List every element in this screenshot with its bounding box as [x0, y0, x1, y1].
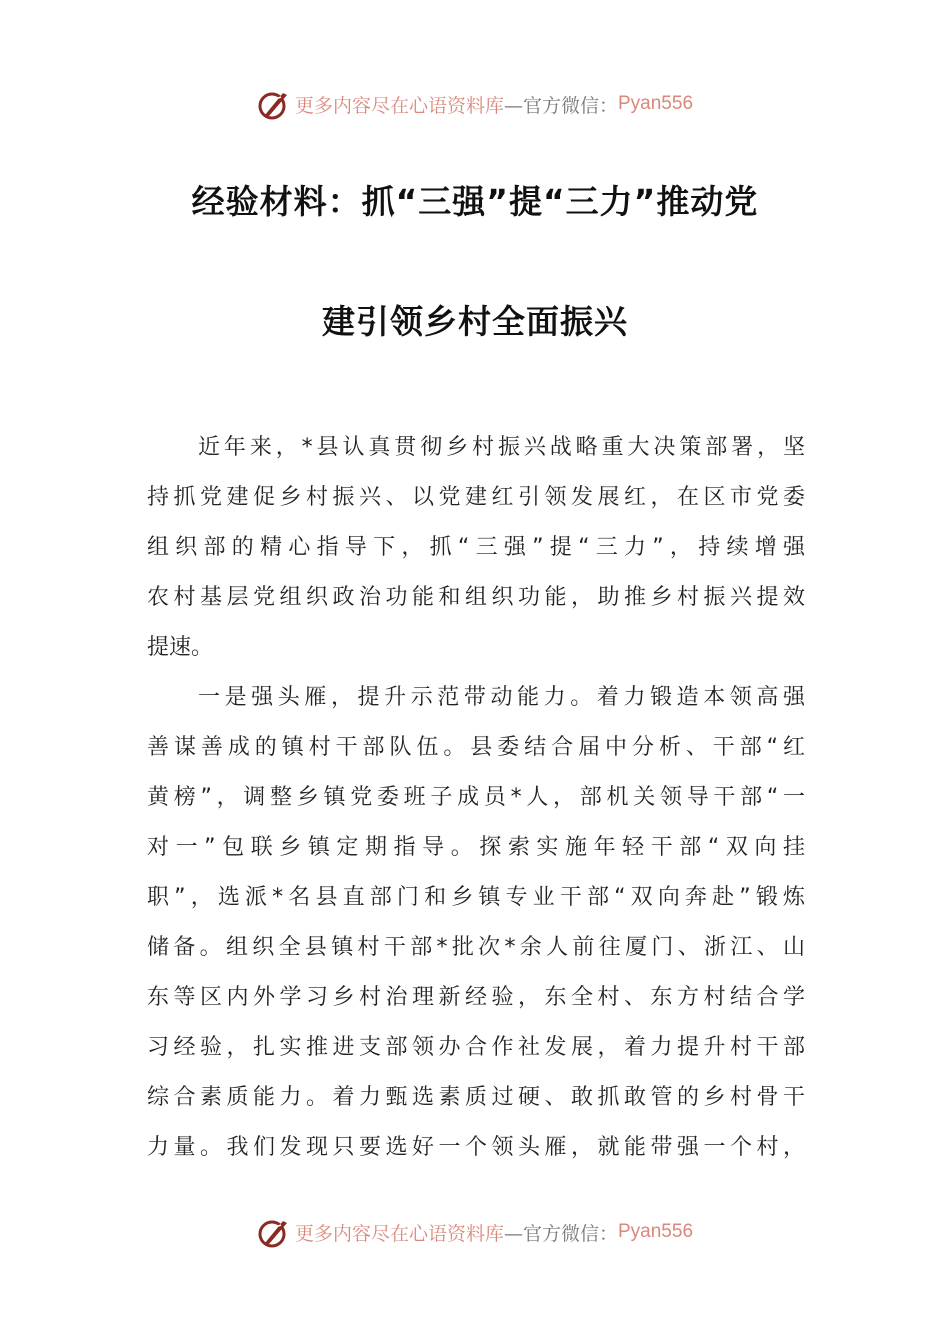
body-text-line: 综合素质能力。着力甄选素质过硬、敢抓敢管的乡村骨干: [147, 1085, 805, 1110]
banner-wechat-label: —官方微信：: [503, 94, 618, 117]
body-text-line: 东等区内外学习乡村治理新经验，东全村、东方村结合学: [147, 985, 805, 1010]
document-body: [147, 423, 805, 1173]
body-text-line: 近年来，*县认真贯彻乡村振兴战略重大决策部署，坚: [198, 435, 805, 460]
document-title-line2: 建引领乡村全面振兴: [322, 302, 628, 341]
footer-banner: [0, 1212, 950, 1252]
document-title-line1: 经验材料：抓“三强”提“三力”推动党: [191, 182, 759, 221]
body-text-line: 力量。我们发现只要选好一个领头雁，就能带强一个村，: [147, 1135, 805, 1160]
banner-wechat-id: Pyan556: [618, 1221, 694, 1242]
banner-text: 更多内容尽在心语资料库: [294, 1222, 504, 1245]
body-text-line: 农村基层党组织政治功能和组织功能，助推乡村振兴提效: [147, 585, 805, 610]
banner-wechat-id: Pyan556: [618, 93, 694, 114]
body-text-line: 一是强头雁，提升示范带动能力。着力锻造本领高强: [198, 685, 805, 710]
body-text-line: 提速。: [147, 635, 214, 660]
body-text-line: 职”，选派*名县直部门和乡镇专业干部“双向奔赴”锻炼: [147, 885, 805, 910]
banner-wechat-label: —官方微信：: [503, 1222, 618, 1245]
header-banner: [0, 84, 950, 124]
body-text-line: 黄榜”，调整乡镇党委班子成员*人，部机关领导干部“一: [147, 785, 805, 810]
quill-logo-icon: [257, 87, 291, 121]
body-text-line: 善谋善成的镇村干部队伍。县委结合届中分析、干部“红: [147, 735, 805, 760]
body-text-line: 持抓党建促乡村振兴、以党建红引领发展红，在区市党委: [147, 485, 805, 510]
body-text-line: 储备。组织全县镇村干部*批次*余人前往厦门、浙江、山: [147, 935, 805, 960]
body-text-line: 习经验，扎实推进支部领办合作社发展，着力提升村干部: [147, 1035, 805, 1060]
body-text-line: 组织部的精心指导下，抓“三强”提“三力”，持续增强: [147, 535, 805, 560]
body-text-line: 对一”包联乡镇定期指导。探索实施年轻干部“双向挂: [147, 835, 805, 860]
quill-logo-icon: [257, 1215, 291, 1249]
banner-text: 更多内容尽在心语资料库: [294, 94, 504, 117]
